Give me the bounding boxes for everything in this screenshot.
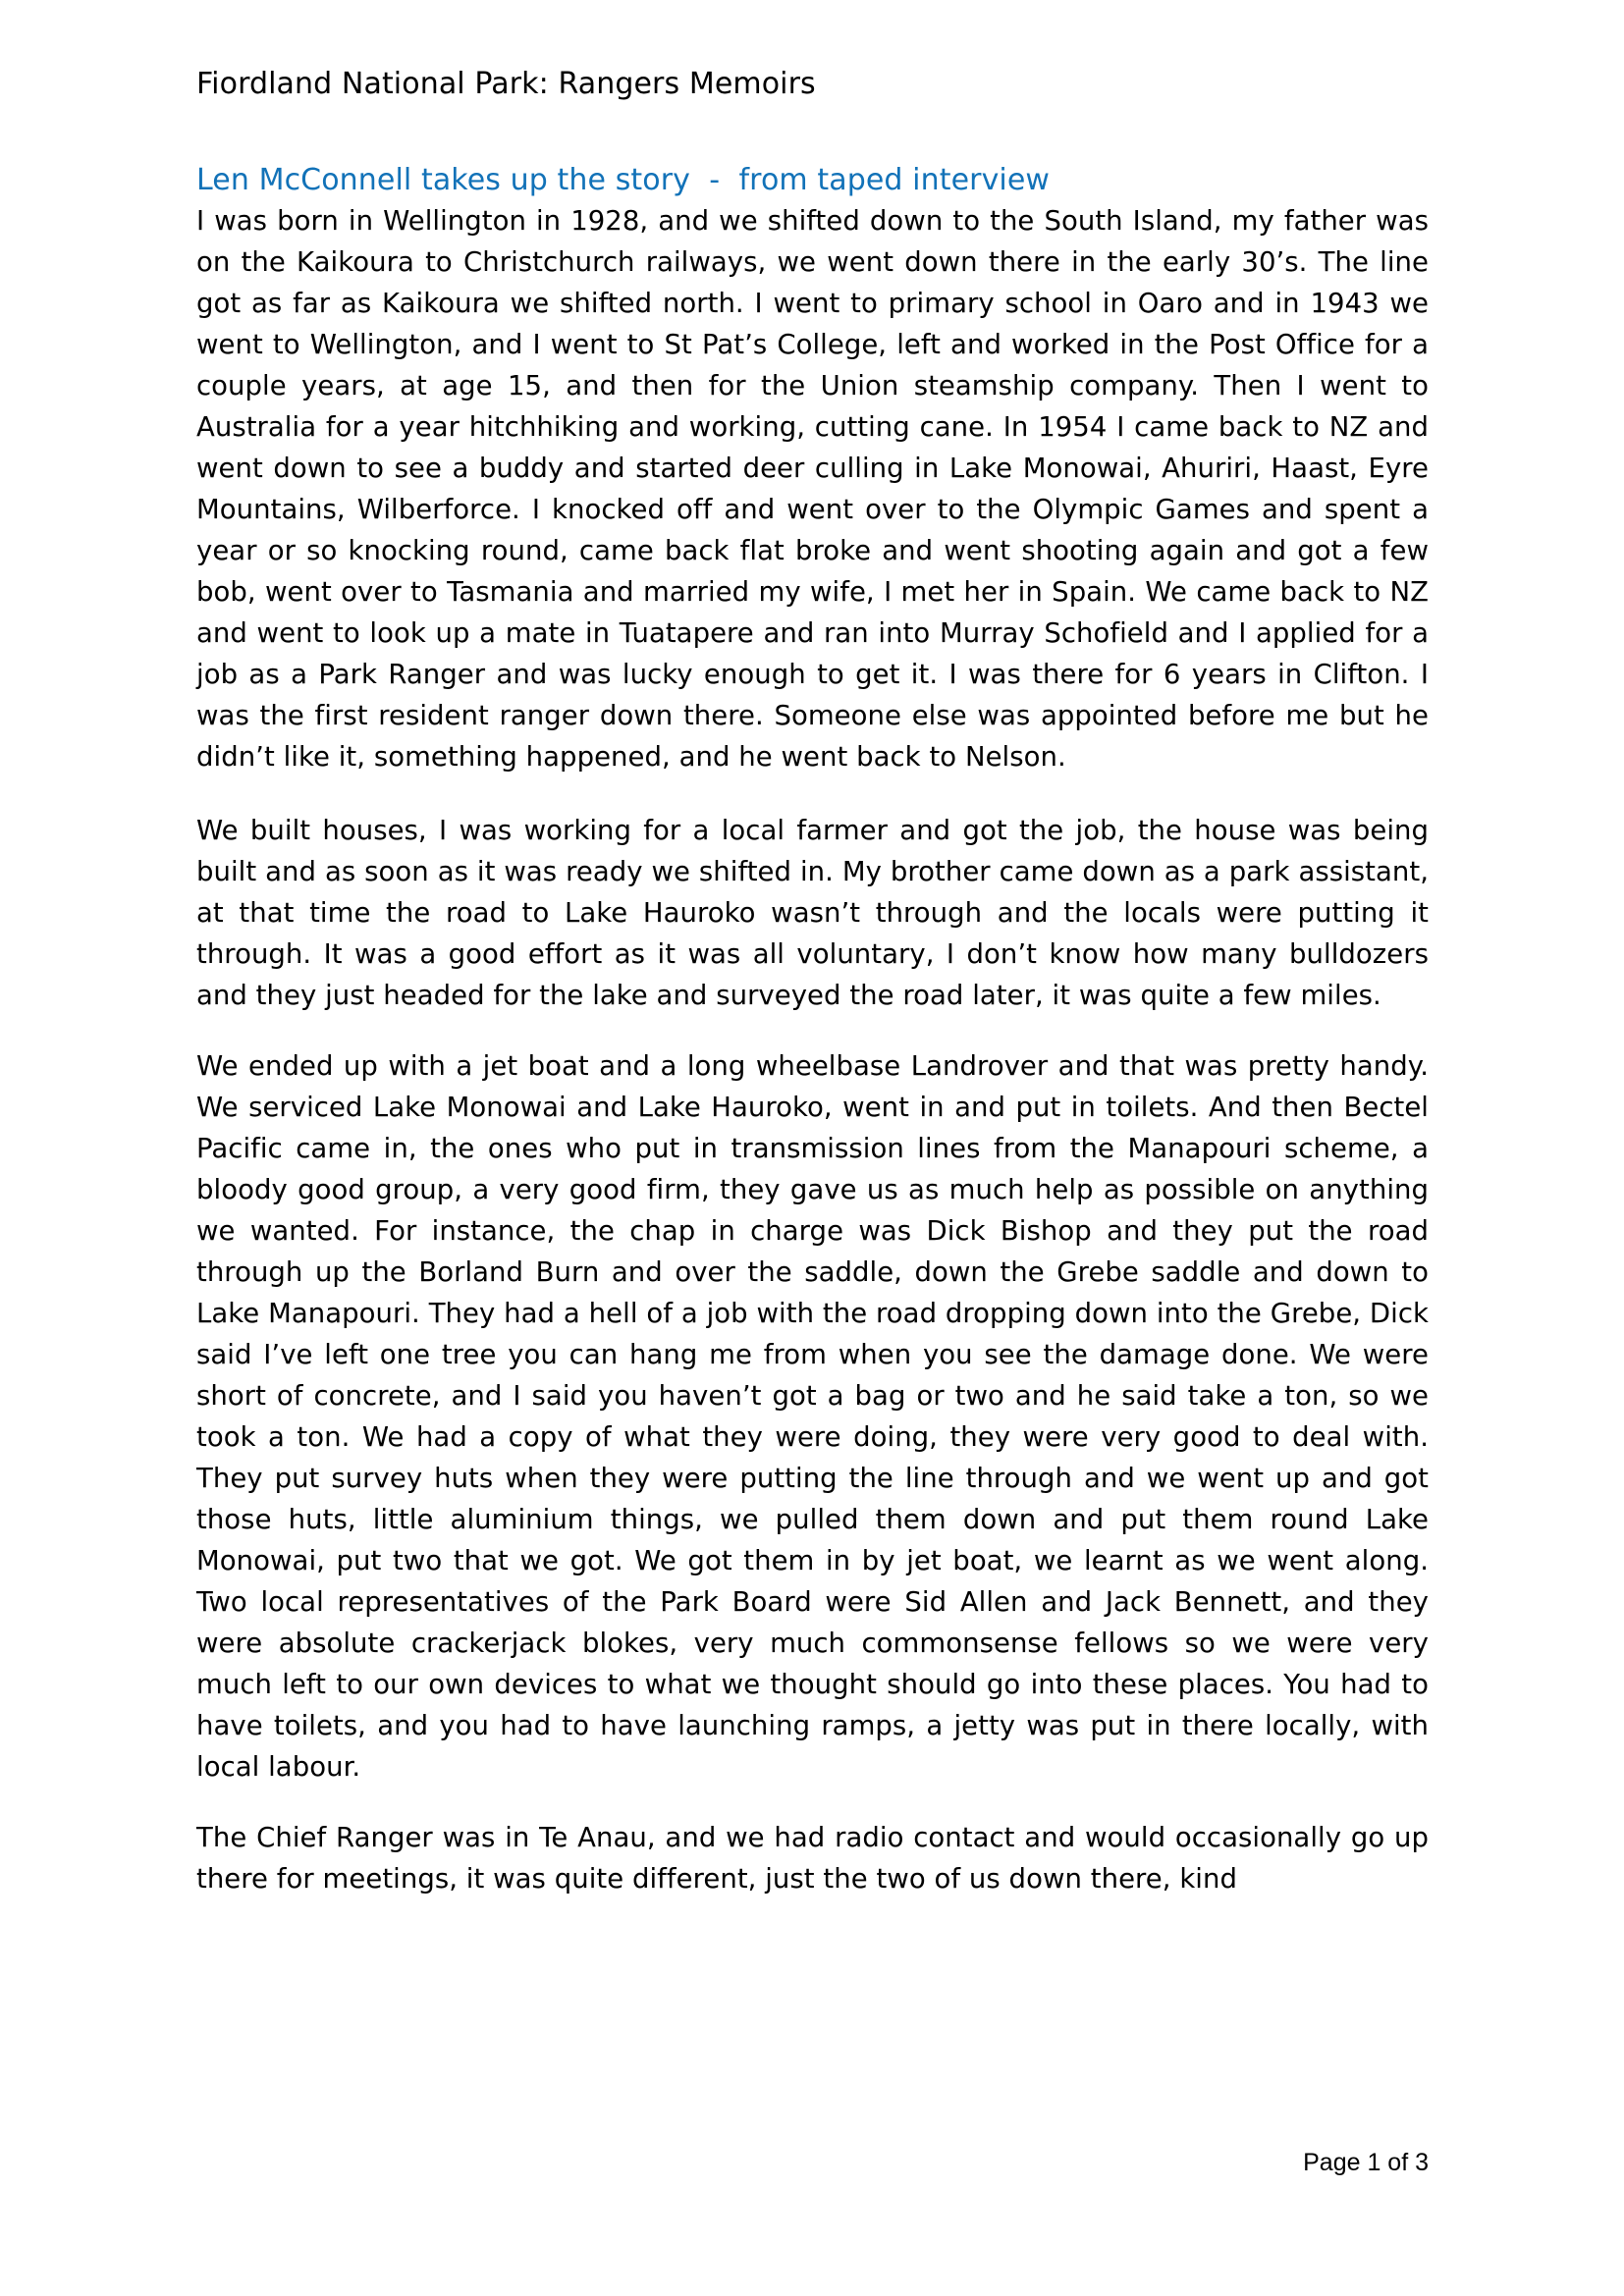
document-body xyxy=(196,0,1429,1899)
paragraph-4: The Chief Ranger was in Te Anau, and we had radio contact and would occasionally go up there for meetings, it was quite different, just the two of us down there, kind xyxy=(196,1822,1429,1895)
paragraph-3: We ended up with a jet boat and a long wheelbase Landrover and that was pretty handy. We serviced Lake Monowai and Lake Hauroko, went in and put in toilets. And then Bectel Pacific came in, the ones who put in transmission lines from the Manapouri scheme, a bloody good group, a very good firm, they gave us as much help as possible on anything we wanted. For instance, the chap in charge was Dick Bishop and they put the road through up the Borland Burn and over the saddle, down the Grebe saddle and down to Lake Manapouri. They had a hell of a job with the road dropping down into the Grebe, Dick said I’ve left one tree you can hang me from when you see the damage done. We were short of concrete, and I said you haven’t got a bag or two and he said take a ton, so we took a ton. We had a copy of what they were doing, they were very good to deal with. They put survey huts when they were putting the line through and we went up and got those huts, little aluminium things, we pulled them down and put them round Lake Monowai, put two that we got. We got them in by jet boat, we learnt as we went along. Two local representatives of the Park Board were Sid Allen and Jack Bennett, and they were absolute crackerjack blokes, very much commonsense fellows so we were very much left to our own devices to what we thought should go into these places. You had to have toilets, and you had to have launching ramps, a jetty was put in there locally, with local labour. xyxy=(196,1050,1429,1783)
page-title: Fiordland National Park: Rangers Memoirs xyxy=(196,67,816,101)
page-footer: Page 1 of 3 xyxy=(1303,2149,1429,2176)
section-heading: Len McConnell takes up the story - from taped interview xyxy=(196,163,1051,197)
paragraph-2: We built houses, I was working for a local farmer and got the job, the house was being built and as soon as it was ready we shifted in. My brother came down as a park assistant, at that time the road to Lake Hauroko wasn’t through and the locals were putting it through. It was a good effort as it was all voluntary, I don’t know how many bulldozers and they just headed for the lake and surveyed the road later, it was quite a few miles. xyxy=(196,815,1429,1011)
paragraph-1: I was born in Wellington in 1928, and we shifted down to the South Island, my father was on the Kaikoura to Christchurch railways, we went down there in the early 30’s. The line got as far as Kaikoura we shifted north. I went to primary school in Oaro and in 1943 we went to Wellington, and I went to St Pat’s College, left and worked in the Post Office for a couple years, at age 15, and then for the Union steamship company. Then I went to Australia for a year hitchhiking and working, cutting cane. In 1954 I came back to NZ and went down to see a buddy and started deer culling in Lake Monowai, Ahuriri, Haast, Eyre Mountains, Wilberforce. I knocked off and went over to the Olympic Games and spent a year or so knocking round, came back flat broke and went shooting again and got a few bob, went over to Tasmania and married my wife, I met her in Spain. We came back to NZ and went to look up a mate in Tuatapere and ran into Murray Schofield and I applied for a job as a Park Ranger and was lucky enough to get it. I was there for 6 years in Clifton. I was the first resident ranger down there. Someone else was appointed before me but he didn’t like it, something happened, and he went back to Nelson. xyxy=(196,205,1429,773)
